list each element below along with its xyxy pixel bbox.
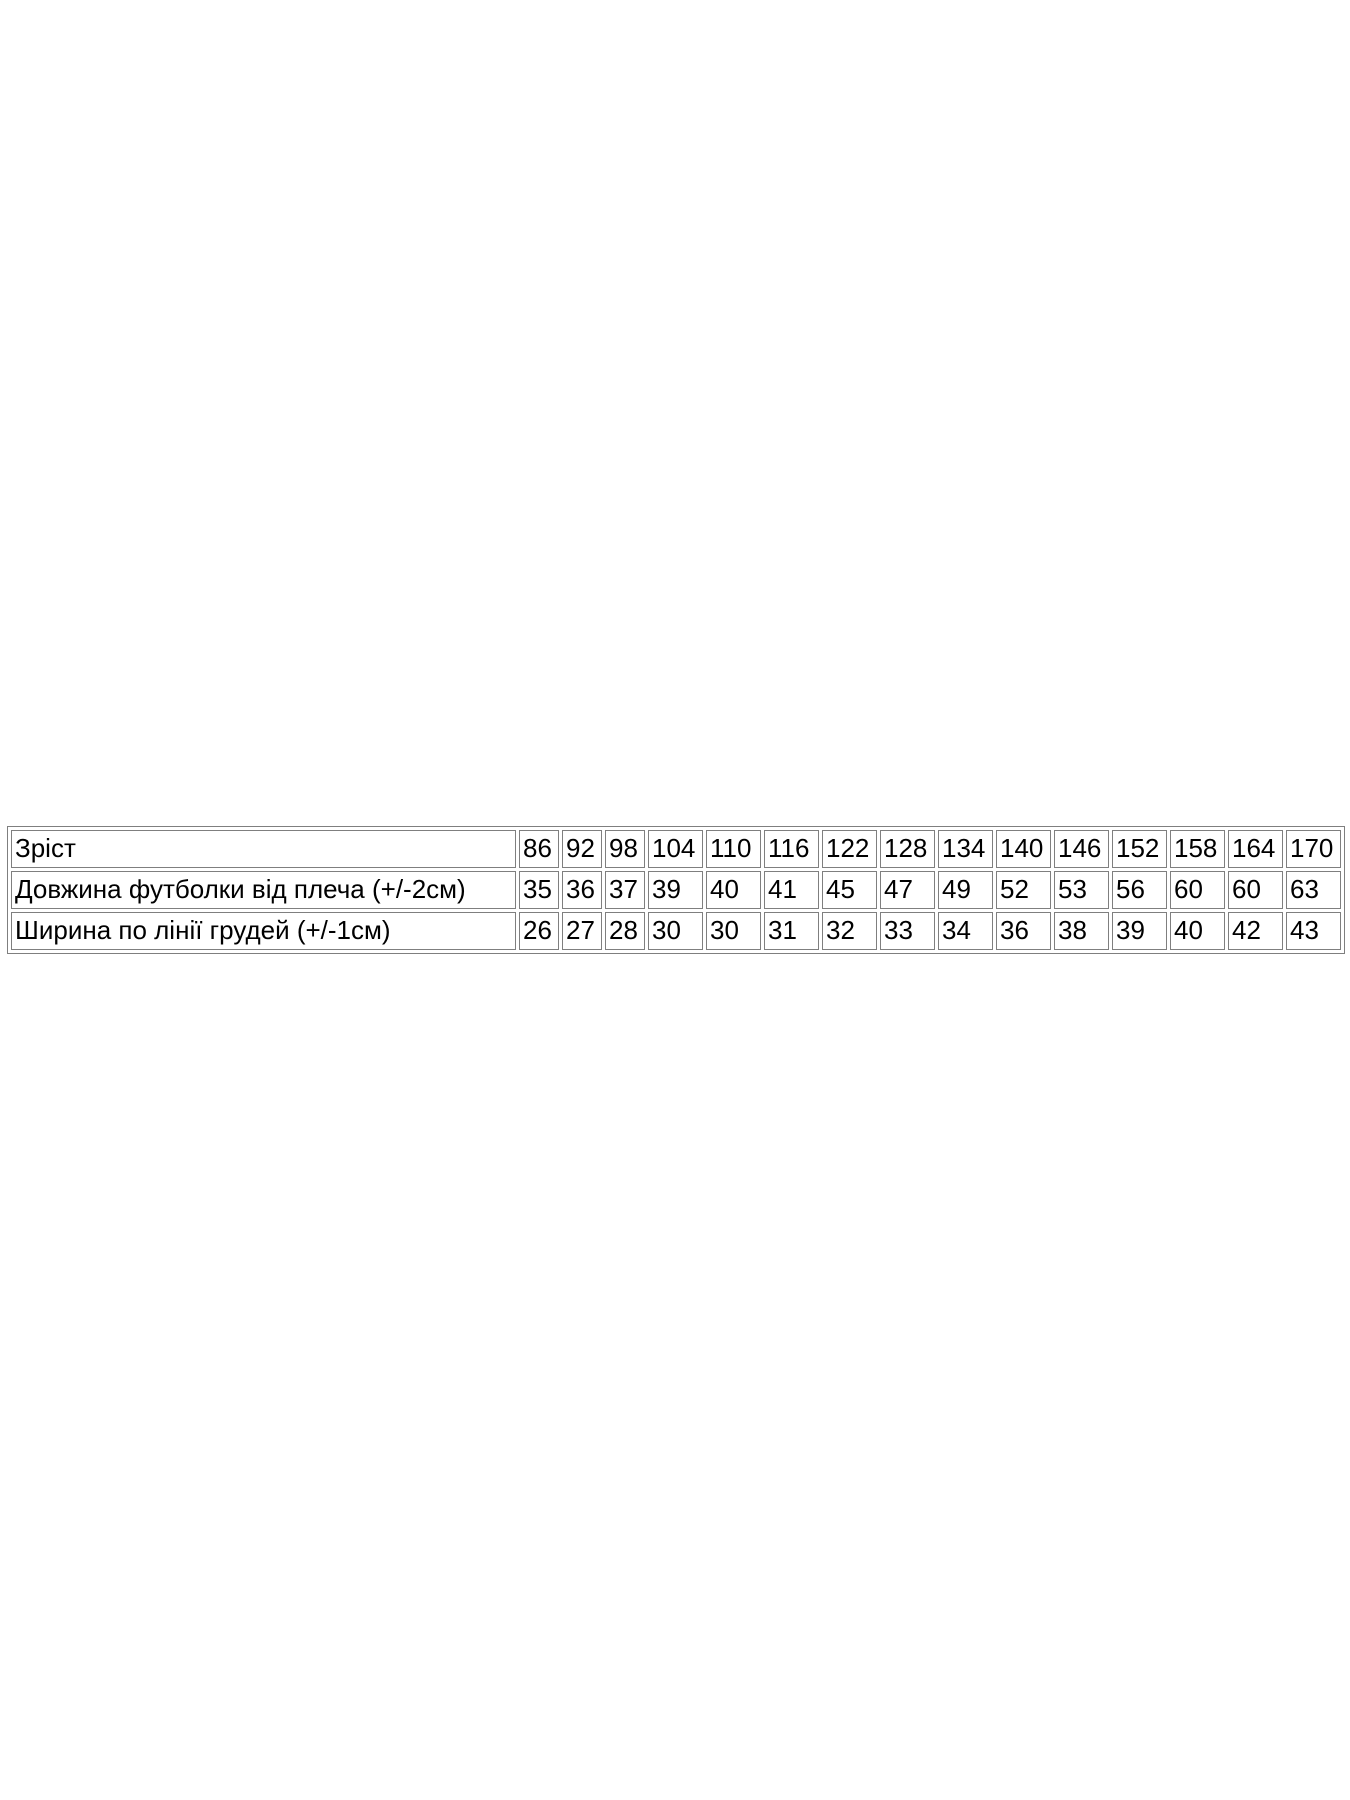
row-label: Зріст <box>11 830 516 868</box>
size-value-cell: 43 <box>1286 912 1341 950</box>
size-value-cell: 40 <box>1170 912 1225 950</box>
size-value-cell: 27 <box>562 912 602 950</box>
size-value-cell: 92 <box>562 830 602 868</box>
size-value-cell: 63 <box>1286 871 1341 909</box>
size-value-cell: 45 <box>822 871 877 909</box>
size-value-cell: 53 <box>1054 871 1109 909</box>
size-value-cell: 31 <box>764 912 819 950</box>
size-value-cell: 49 <box>938 871 993 909</box>
size-value-cell: 37 <box>605 871 645 909</box>
size-value-cell: 39 <box>648 871 703 909</box>
size-value-cell: 30 <box>706 912 761 950</box>
size-value-cell: 98 <box>605 830 645 868</box>
size-value-cell: 52 <box>996 871 1051 909</box>
size-value-cell: 128 <box>880 830 935 868</box>
size-value-cell: 47 <box>880 871 935 909</box>
size-value-cell: 134 <box>938 830 993 868</box>
size-value-cell: 38 <box>1054 912 1109 950</box>
size-value-cell: 104 <box>648 830 703 868</box>
size-value-cell: 146 <box>1054 830 1109 868</box>
row-label: Довжина футболки від плеча (+/-2см) <box>11 871 516 909</box>
table-row <box>11 830 1341 868</box>
size-chart-body <box>11 830 1341 950</box>
size-value-cell: 56 <box>1112 871 1167 909</box>
size-value-cell: 158 <box>1170 830 1225 868</box>
size-value-cell: 30 <box>648 912 703 950</box>
size-chart-table <box>7 826 1345 954</box>
size-value-cell: 140 <box>996 830 1051 868</box>
size-value-cell: 122 <box>822 830 877 868</box>
size-value-cell: 40 <box>706 871 761 909</box>
size-value-cell: 170 <box>1286 830 1341 868</box>
size-value-cell: 36 <box>562 871 602 909</box>
size-value-cell: 164 <box>1228 830 1283 868</box>
size-value-cell: 36 <box>996 912 1051 950</box>
table-row <box>11 871 1341 909</box>
size-value-cell: 39 <box>1112 912 1167 950</box>
size-value-cell: 116 <box>764 830 819 868</box>
size-value-cell: 86 <box>519 830 559 868</box>
size-value-cell: 60 <box>1170 871 1225 909</box>
size-value-cell: 26 <box>519 912 559 950</box>
size-value-cell: 42 <box>1228 912 1283 950</box>
row-label: Ширина по лінії грудей (+/-1см) <box>11 912 516 950</box>
size-value-cell: 60 <box>1228 871 1283 909</box>
size-value-cell: 110 <box>706 830 761 868</box>
size-value-cell: 152 <box>1112 830 1167 868</box>
size-value-cell: 35 <box>519 871 559 909</box>
size-value-cell: 28 <box>605 912 645 950</box>
size-value-cell: 33 <box>880 912 935 950</box>
size-value-cell: 32 <box>822 912 877 950</box>
table-row <box>11 912 1341 950</box>
size-value-cell: 34 <box>938 912 993 950</box>
size-value-cell: 41 <box>764 871 819 909</box>
